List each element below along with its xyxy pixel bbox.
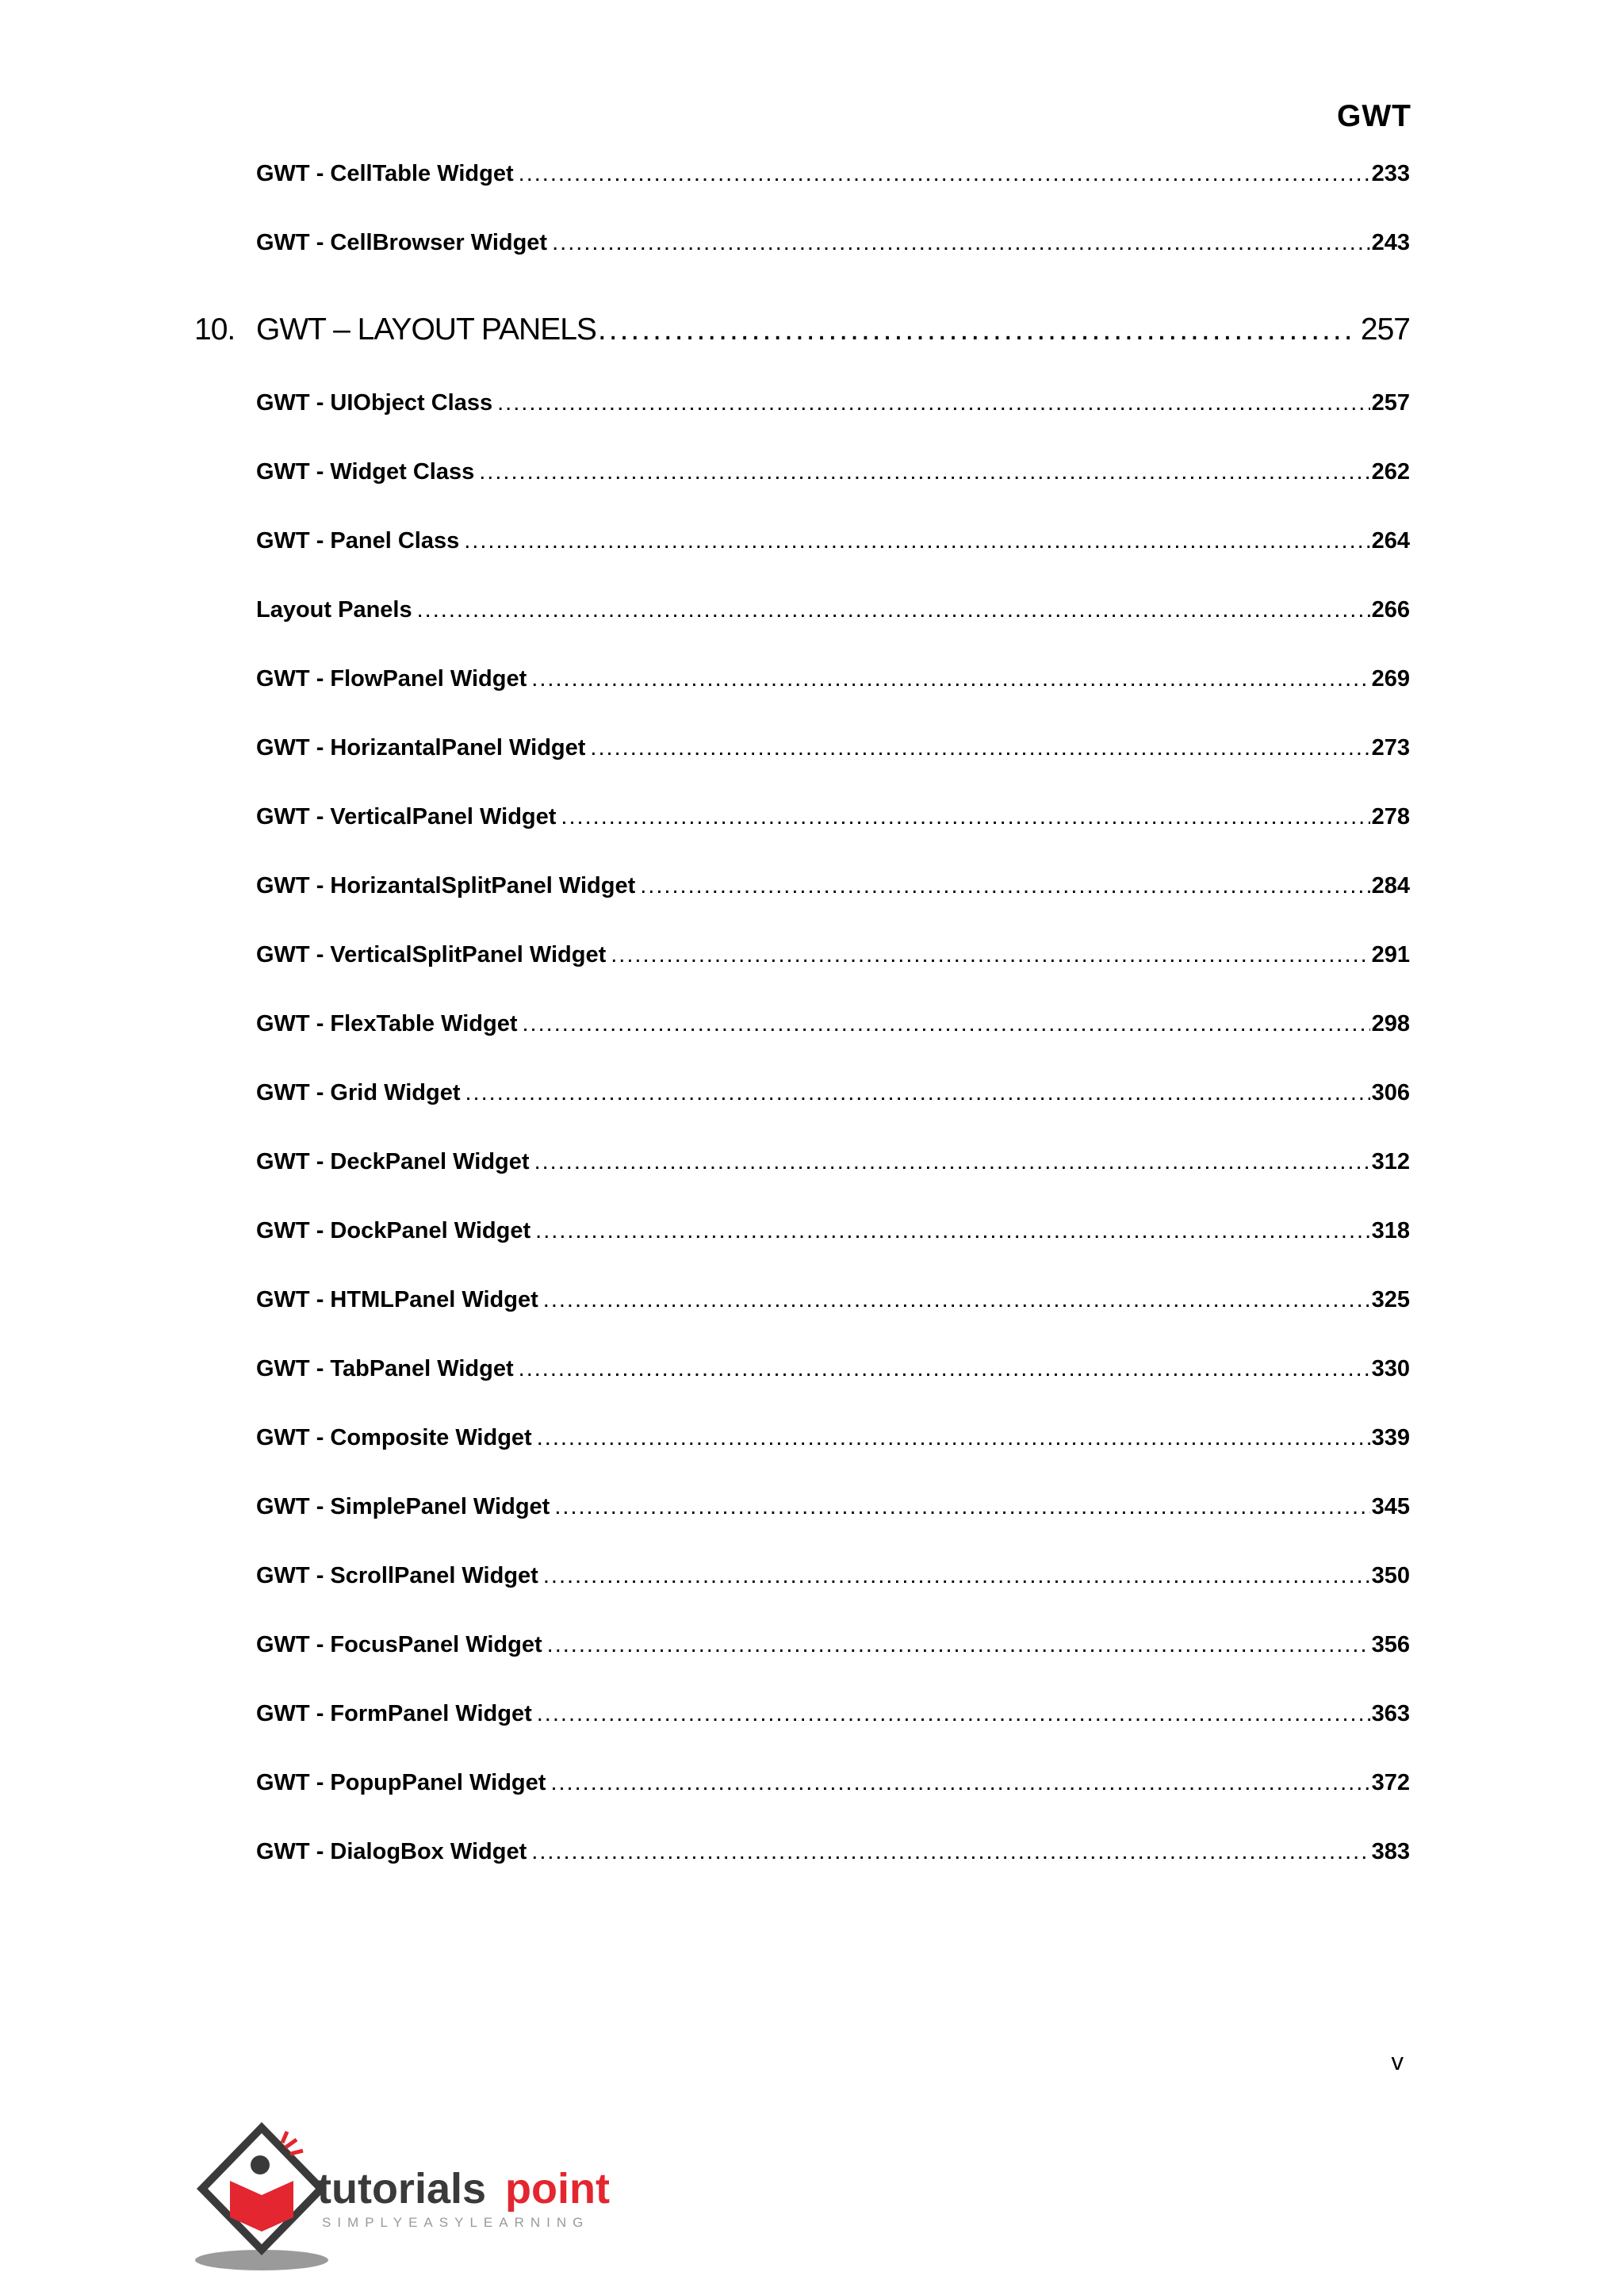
dot-leader <box>535 1218 1369 1244</box>
toc-entry[interactable] <box>256 390 1410 416</box>
toc-entry-page: 356 <box>1371 1632 1410 1657</box>
dot-leader <box>537 1425 1370 1451</box>
toc-entry-title: GWT - Grid Widget <box>256 1080 461 1105</box>
toc-entry-title: GWT - FlowPanel Widget <box>256 666 527 692</box>
toc-entry-page: 325 <box>1371 1287 1410 1312</box>
toc-entry[interactable] <box>256 1287 1410 1313</box>
dot-leader <box>550 1770 1369 1796</box>
toc-entry-page: 262 <box>1371 459 1410 485</box>
toc-entry-title: Layout Panels <box>256 597 412 623</box>
toc-entry-title: GWT - CellBrowser Widget <box>256 230 548 255</box>
toc-entry[interactable] <box>256 735 1410 761</box>
toc-entry-page: 363 <box>1371 1701 1410 1726</box>
toc-entry-title: GWT - DeckPanel Widget <box>256 1149 530 1174</box>
toc-entry-page: 257 <box>1371 390 1410 416</box>
toc-entry-page: 383 <box>1371 1839 1410 1864</box>
toc-entry-title: GWT - DialogBox Widget <box>256 1839 527 1864</box>
logo-person-icon <box>251 2155 270 2174</box>
toc-entry-page: 339 <box>1371 1425 1410 1450</box>
dot-leader <box>640 873 1369 899</box>
toc-entry[interactable] <box>256 1149 1410 1175</box>
toc-entry[interactable] <box>256 873 1410 899</box>
dot-leader <box>417 597 1370 623</box>
dot-leader <box>537 1701 1370 1727</box>
toc-entry-page: 269 <box>1371 666 1410 692</box>
chapter-entry[interactable] <box>194 312 1410 347</box>
toc-entry-page: 266 <box>1371 597 1410 623</box>
chapter-title: GWT – LAYOUT PANELS <box>256 312 596 347</box>
toc-entry-page: 264 <box>1371 528 1410 554</box>
toc-entry[interactable] <box>256 1425 1410 1451</box>
dot-leader <box>552 230 1370 256</box>
dot-leader <box>464 528 1369 554</box>
toc-entry-title: GWT - Composite Widget <box>256 1425 532 1450</box>
dot-leader <box>554 1494 1369 1520</box>
toc-entry-title: GWT - HorizantalPanel Widget <box>256 735 586 761</box>
chapter-page: 257 <box>1360 312 1410 347</box>
toc-entry-page: 330 <box>1371 1356 1410 1381</box>
toc-entry[interactable] <box>256 528 1410 554</box>
page-number: v <box>1391 2048 1404 2075</box>
toc-entry[interactable] <box>256 1770 1410 1796</box>
dot-leader <box>611 942 1369 968</box>
toc-entry[interactable] <box>256 1011 1410 1037</box>
tutorialspoint-logo <box>192 2116 636 2274</box>
logo-brand-point: point <box>505 2165 610 2213</box>
toc-entry-page: 278 <box>1371 804 1410 829</box>
logo-brand-tutorials: tutorials <box>317 2165 487 2213</box>
toc-entry[interactable] <box>256 597 1410 623</box>
toc-entry[interactable] <box>256 1080 1410 1106</box>
toc-entry[interactable] <box>256 942 1410 968</box>
toc-entry[interactable] <box>256 161 1410 187</box>
toc-entry-title: GWT - PopupPanel Widget <box>256 1770 546 1795</box>
dot-leader <box>561 804 1369 830</box>
toc-entry-page: 372 <box>1371 1770 1410 1795</box>
toc-entry-title: GWT - TabPanel Widget <box>256 1356 514 1381</box>
toc-entry-page: 291 <box>1371 942 1410 967</box>
toc-entry-page: 273 <box>1371 735 1410 761</box>
toc-entry[interactable] <box>256 459 1410 485</box>
toc-entry-title: GWT - DockPanel Widget <box>256 1218 531 1243</box>
dot-leader <box>543 1563 1370 1589</box>
dot-leader <box>465 1080 1369 1106</box>
toc-entry[interactable] <box>256 1494 1410 1520</box>
toc-entry-page: 233 <box>1371 161 1410 186</box>
toc-entry[interactable] <box>256 1632 1410 1658</box>
dot-leader <box>479 459 1369 485</box>
toc-entry-title: GWT - FlexTable Widget <box>256 1011 518 1036</box>
toc-entry-page: 318 <box>1371 1218 1410 1243</box>
toc-entry-title: GWT - HorizantalSplitPanel Widget <box>256 873 636 898</box>
dot-leader <box>519 161 1370 187</box>
toc-entry[interactable] <box>256 1563 1410 1589</box>
logo-tagline: SIMPLYEASYLEARNING <box>322 2215 590 2230</box>
dot-leader <box>531 666 1369 692</box>
dot-leader <box>543 1287 1370 1313</box>
toc-entry-title: GWT - UIObject Class <box>256 390 493 416</box>
toc-entry[interactable] <box>256 1218 1410 1244</box>
toc-entry-page: 306 <box>1371 1080 1410 1105</box>
dot-leader <box>598 312 1356 347</box>
toc-entry-page: 284 <box>1371 873 1410 898</box>
toc-entry-title: GWT - CellTable Widget <box>256 161 514 186</box>
running-header: GWT <box>1337 99 1411 133</box>
toc-entry-title: GWT - Widget Class <box>256 459 475 485</box>
toc-entry-title: GWT - SimplePanel Widget <box>256 1494 550 1519</box>
toc-entry[interactable] <box>256 804 1410 830</box>
toc-entry-page: 298 <box>1371 1011 1410 1036</box>
toc-entry[interactable] <box>256 230 1410 256</box>
chapter-number: 10. <box>194 312 236 347</box>
toc-entry-title: GWT - Panel Class <box>256 528 460 554</box>
toc-entry-page: 243 <box>1371 230 1410 255</box>
toc-entry-title: GWT - FormPanel Widget <box>256 1701 532 1726</box>
dot-leader <box>534 1149 1370 1175</box>
dot-leader <box>497 390 1370 416</box>
toc-entry[interactable] <box>256 1701 1410 1727</box>
dot-leader <box>522 1011 1369 1037</box>
toc-entry-page: 350 <box>1371 1563 1410 1588</box>
toc-entry-page: 312 <box>1371 1149 1410 1174</box>
toc-entry-title: GWT - FocusPanel Widget <box>256 1632 542 1657</box>
toc-entry[interactable] <box>256 1839 1410 1865</box>
toc-entry-title: GWT - ScrollPanel Widget <box>256 1563 538 1588</box>
toc-entry[interactable] <box>256 666 1410 692</box>
dot-leader <box>519 1356 1370 1382</box>
dot-leader <box>531 1839 1369 1865</box>
dot-leader <box>547 1632 1370 1658</box>
toc-entry-page: 345 <box>1371 1494 1410 1519</box>
toc-entry-title: GWT - VerticalPanel Widget <box>256 804 557 829</box>
toc-entry-title: GWT - VerticalSplitPanel Widget <box>256 942 607 967</box>
toc-entry-title: GWT - HTMLPanel Widget <box>256 1287 538 1312</box>
dot-leader <box>590 735 1369 761</box>
toc-entry[interactable] <box>256 1356 1410 1382</box>
